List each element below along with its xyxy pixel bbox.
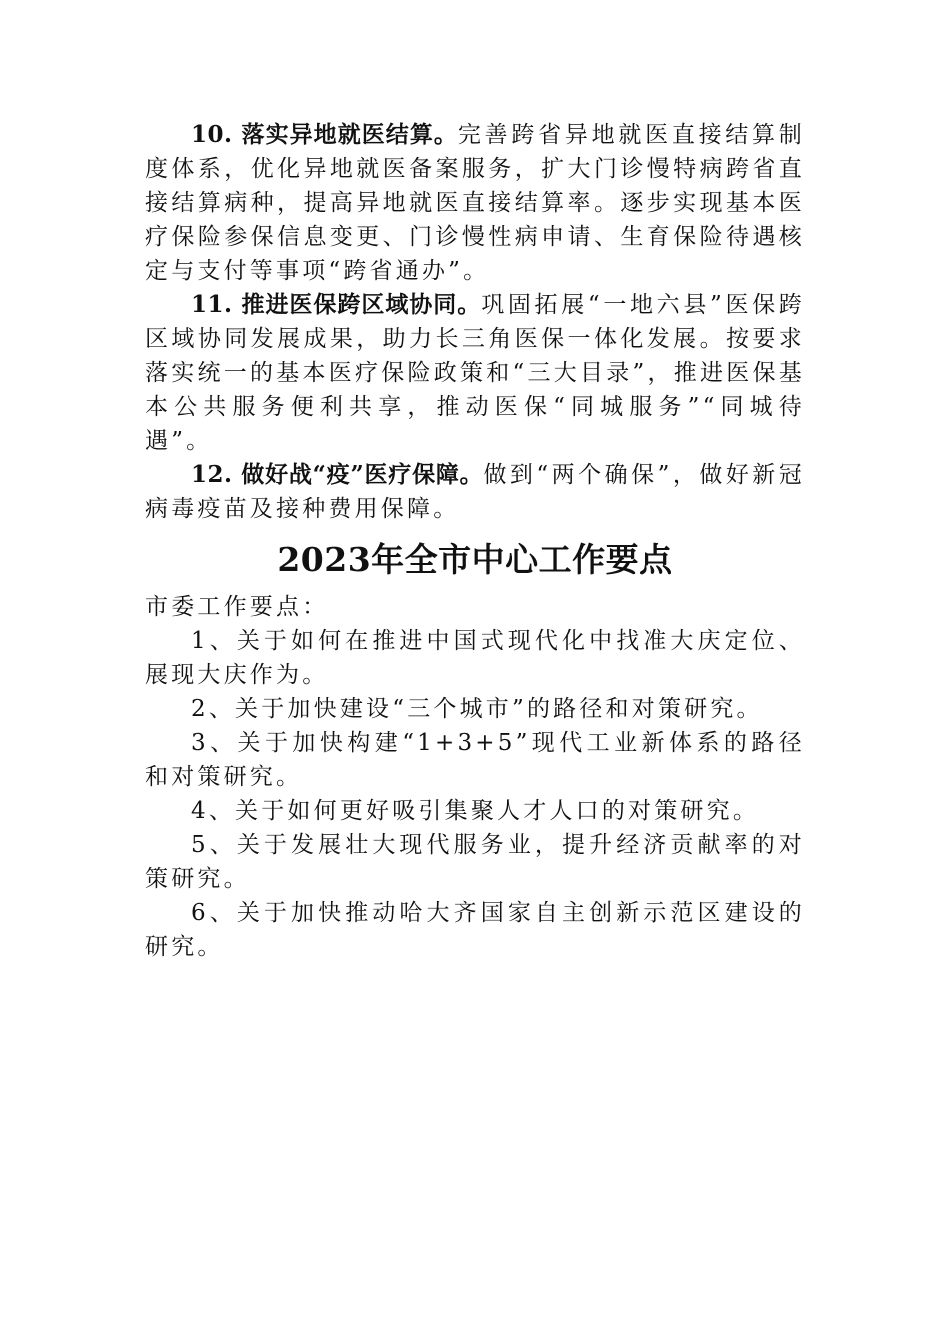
item-11-paragraph — [145, 288, 805, 458]
list-item: 6、关于加快推动哈大齐国家自主创新示范区建设的研究。 — [145, 900, 805, 960]
item-11-body: 巩固拓展“一地六县”医保跨区域协同发展成果，助力长三角医保一体化发展。按要求落实统一的基本医疗保险政策和“三大目录”，推进医保基本公共服务便利共享，推动医保“同城服务”“同城待遇”。 — [145, 292, 805, 454]
document-page — [145, 118, 805, 964]
list-item: 5、关于发展壮大现代服务业，提升经济贡献率的对策研究。 — [145, 832, 805, 892]
section-subtitle: 市委工作要点： — [145, 594, 329, 620]
item-10-heading: 10. 落实异地就医结算。 — [191, 121, 458, 148]
item-10-paragraph — [145, 118, 805, 288]
item-12-paragraph — [145, 458, 805, 526]
list-item: 2、关于加快建设“三个城市”的路径和对策研究。 — [191, 696, 763, 722]
item-11-heading: 11. 推进医保跨区域协同。 — [191, 291, 482, 318]
list-item: 3、关于加快构建“1+3+5”现代工业新体系的路径和对策研究。 — [145, 730, 805, 790]
section-title: 2023年全市中心工作要点 — [277, 540, 673, 579]
item-10-body: 完善跨省异地就医直接结算制度体系，优化异地就医备案服务，扩大门诊慢特病跨省直接结算病种，提高异地就医直接结算率。逐步实现基本医疗保险参保信息变更、门诊慢性病申请、生育保险待遇核定与支付等事项“跨省通办”。 — [145, 122, 805, 284]
list-item: 4、关于如何更好吸引集聚人才人口的对策研究。 — [191, 798, 760, 824]
item-12-heading: 12. 做好战“疫”医疗保障。 — [191, 461, 484, 488]
item-12-body: 做到“两个确保”，做好新冠病毒疫苗及接种费用保障。 — [145, 462, 805, 522]
list-item: 1、关于如何在推进中国式现代化中找准大庆定位、展现大庆作为。 — [145, 628, 805, 688]
